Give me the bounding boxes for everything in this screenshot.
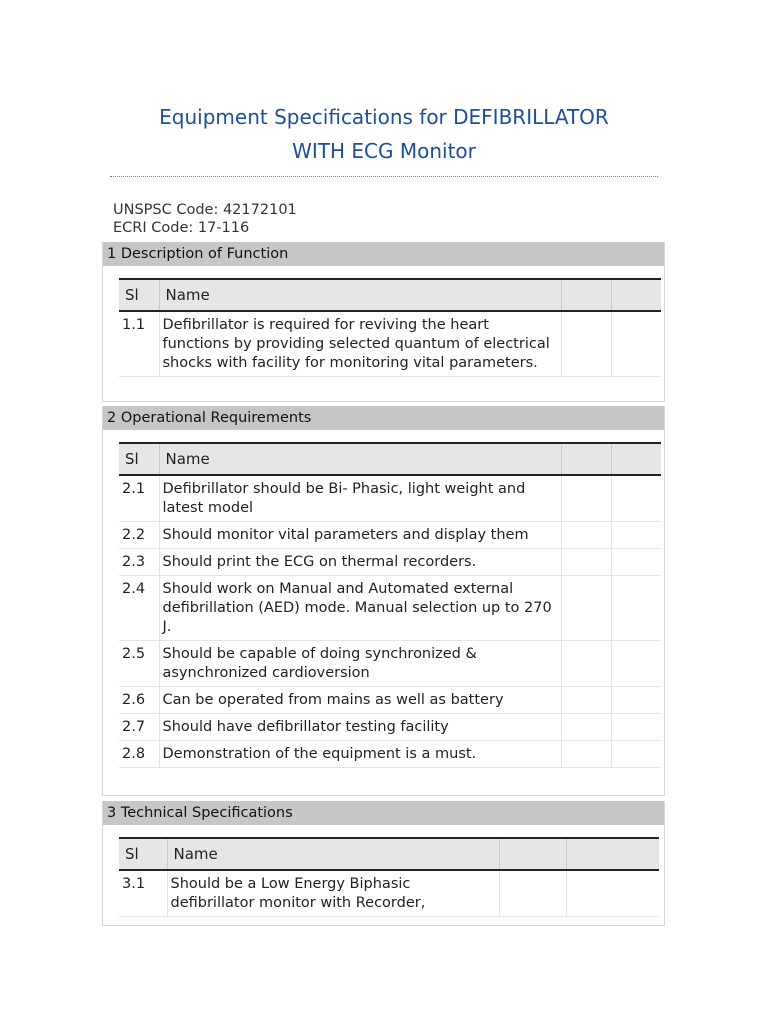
table-row (119, 641, 661, 687)
title-line-1: Equipment Specifications for DEFIBRILLATOR (159, 105, 609, 129)
row-number: 2.5 (119, 641, 159, 687)
empty-cell (499, 870, 566, 917)
row-number: 3.1 (119, 870, 167, 917)
title-line-2: WITH ECG Monitor (292, 139, 476, 163)
sl-column-header: Sl (119, 443, 159, 475)
empty-cell (561, 522, 611, 549)
name-column-header: Name (159, 279, 561, 311)
table-header-row (119, 279, 661, 311)
table-row (119, 475, 661, 522)
document-title (0, 100, 768, 168)
row-number: 1.1 (119, 311, 159, 377)
empty-cell (561, 714, 611, 741)
empty-cell (561, 549, 611, 576)
empty-cell (561, 311, 611, 377)
sl-column-header: Sl (119, 279, 159, 311)
table-row (119, 549, 661, 576)
table-header-row (119, 838, 659, 870)
row-text: Can be operated from mains as well as battery (159, 687, 561, 714)
empty-cell (561, 641, 611, 687)
table-row (119, 311, 661, 377)
section-heading: 2 Operational Requirements (103, 406, 664, 430)
empty-cell (566, 870, 659, 917)
name-column-header: Name (167, 838, 499, 870)
row-text: Should be capable of doing synchronized & asynchronized cardioversion (159, 641, 561, 687)
technical-table (119, 837, 659, 917)
table-header-row (119, 443, 661, 475)
empty-cell (561, 687, 611, 714)
sl-column-header: Sl (119, 838, 167, 870)
row-number: 2.4 (119, 576, 159, 641)
empty-cell (611, 687, 661, 714)
empty-cell (611, 741, 661, 768)
section-heading: 1 Description of Function (103, 242, 664, 266)
empty-cell (611, 522, 661, 549)
row-number: 2.3 (119, 549, 159, 576)
title-divider (110, 176, 658, 177)
unspsc-code: UNSPSC Code: 42172101 (113, 202, 297, 218)
row-number: 2.1 (119, 475, 159, 522)
blank-column-header (561, 279, 611, 311)
row-text: Should work on Manual and Automated external defibrillation (AED) mode. Manual selection up to 270 J. (159, 576, 561, 641)
name-column-header: Name (159, 443, 561, 475)
table-row (119, 576, 661, 641)
row-text: Defibrillator should be Bi- Phasic, light weight and latest model (159, 475, 561, 522)
row-number: 2.6 (119, 687, 159, 714)
row-number: 2.7 (119, 714, 159, 741)
empty-cell (611, 549, 661, 576)
empty-cell (611, 576, 661, 641)
table-row (119, 522, 661, 549)
section-heading: 3 Technical Specifications (103, 801, 664, 825)
table-row (119, 714, 661, 741)
row-text: Should be a Low Energy Biphasic defibrillator monitor with Recorder, (167, 870, 499, 917)
row-text: Should monitor vital parameters and display them (159, 522, 561, 549)
empty-cell (561, 741, 611, 768)
table-row (119, 870, 659, 917)
row-text: Defibrillator is required for reviving the heart functions by providing selected quantum of electrical shocks with facility for monitoring vital parameters. (159, 311, 561, 377)
blank-column-header (561, 443, 611, 475)
blank-column-header (611, 279, 661, 311)
row-number: 2.8 (119, 741, 159, 768)
operational-table (119, 442, 661, 768)
empty-cell (561, 475, 611, 522)
empty-cell (611, 714, 661, 741)
empty-cell (611, 311, 661, 377)
function-table (119, 278, 661, 377)
blank-column-header (499, 838, 566, 870)
empty-cell (561, 576, 611, 641)
row-number: 2.2 (119, 522, 159, 549)
empty-cell (611, 475, 661, 522)
blank-column-header (611, 443, 661, 475)
ecri-code: ECRI Code: 17-116 (113, 220, 250, 236)
code-block (113, 201, 297, 237)
row-text: Should print the ECG on thermal recorders. (159, 549, 561, 576)
table-row (119, 741, 661, 768)
empty-cell (611, 641, 661, 687)
table-row (119, 687, 661, 714)
blank-column-header (566, 838, 659, 870)
row-text: Should have defibrillator testing facility (159, 714, 561, 741)
row-text: Demonstration of the equipment is a must. (159, 741, 561, 768)
